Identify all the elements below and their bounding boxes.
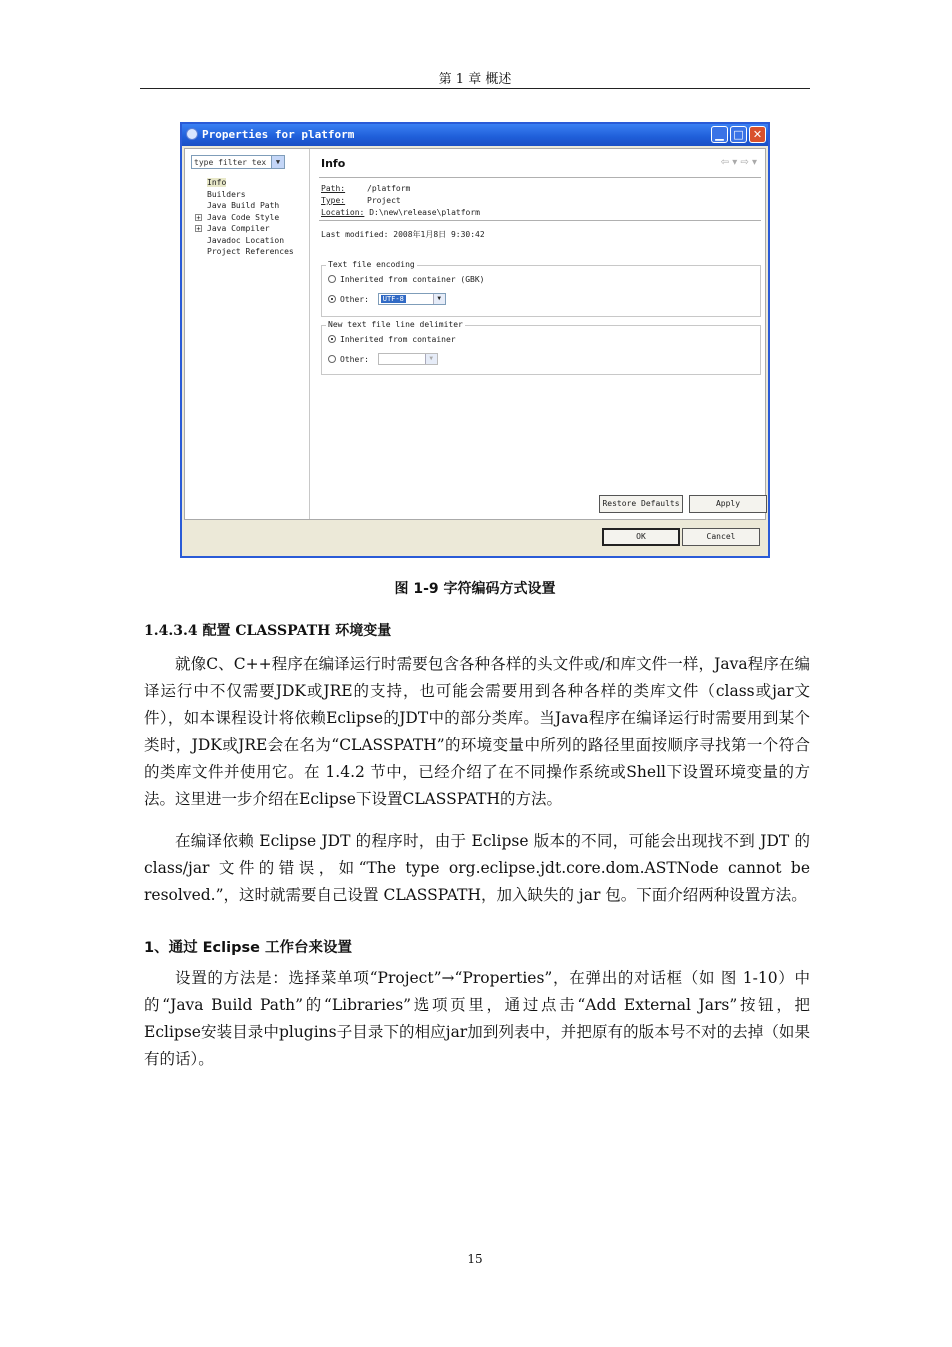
window-maximize-icon[interactable]: □	[730, 126, 747, 143]
encoding-select[interactable]	[378, 293, 446, 305]
type-value: Project	[367, 196, 401, 205]
dialog-titlebar[interactable]	[182, 124, 768, 146]
filter-input[interactable]	[191, 155, 285, 169]
info-separator	[319, 220, 761, 221]
chevron-down-icon[interactable]: ▼	[271, 156, 284, 168]
tree-item-javadoc-location[interactable]: Javadoc Location	[207, 235, 285, 245]
encoding-selected-value: UTF-8	[382, 295, 404, 303]
figure-caption: 图 1-9 字符编码方式设置	[394, 581, 556, 597]
paragraph-1: 就像C、C++程序在编译运行时需要包含各种各样的头文件或/和库文件一样，Java程序在编译运行中不仅需要JDK或JRE的支持，也可能会需要用到各种各样的类库文件（class或jar文件），如本课程设计将依赖Eclipse的JDT中的部分类库。当Java程序在编译运行时需要用到某个类时，JDK或JRE会在名为“CLASSPATH”的环境变量中所列的路径里面按顺序寻找第一个符合的类库文件并使用它。在 1.4.2 节中，已经介绍了在不同操作系统或Shell下设置环境变量的方法。这里进一步介绍在Eclipse下设置CLASSPATH的方法。	[144, 655, 810, 808]
encoding-group	[321, 260, 761, 317]
tree-item-java-code-style[interactable]: + Java Code Style	[196, 212, 280, 222]
delimiter-group	[321, 320, 761, 375]
eclipse-icon	[186, 128, 198, 140]
encoding-other-radio[interactable]: Other: UTF-8 ▼	[328, 293, 446, 305]
window-close-icon[interactable]: ✕	[749, 126, 766, 143]
paragraph-3: 设置的方法是：选择菜单项“Project”→“Properties”，在弹出的对话框（如 图 1-10）中的“Java Build Path”的“Libraries”选项页里，通过点击“Add External Jars”按钮，把Eclipse安装目录中plugins子目录下的相应jar加到列表中，并把原有的版本号不对的去掉（如果有的话）。	[144, 969, 810, 1068]
history-nav	[721, 157, 757, 168]
delimiter-select[interactable]	[378, 353, 438, 365]
tree-item-builders[interactable]: Builders	[207, 189, 246, 199]
page-number: 15	[467, 1252, 483, 1266]
radio-selected-icon[interactable]	[328, 335, 336, 343]
dialog-content	[184, 148, 766, 520]
paragraph-2: 在编译依赖 Eclipse JDT 的程序时，由于 Eclipse 版本的不同，可能会出现找不到 JDT 的 class/jar 文件的错误，如“The type org.eclipse.jdt.core.dom.ASTNode cannot be resolved.”，这时就需要自己设置 CLASSPATH，加入缺失的 jar 包。下面介绍两种设置方法。	[144, 832, 810, 904]
radio-icon[interactable]	[328, 275, 336, 283]
tree-item-project-references[interactable]: Project References	[207, 247, 294, 256]
header-rule	[140, 88, 810, 89]
type-label: Type:	[321, 196, 346, 205]
delimiter-inherited-radio[interactable]: Inherited from container	[328, 335, 456, 344]
modified-info	[321, 229, 485, 241]
category-tree	[193, 177, 294, 258]
delimiter-other-radio[interactable]: Other: ▼	[328, 353, 438, 365]
delimiter-legend: New text file line delimiter	[328, 320, 463, 329]
tree-item-java-compiler[interactable]: + Java Compiler	[196, 224, 270, 233]
dialog-title: Properties for platform	[202, 128, 355, 141]
section-heading: 1.4.3.4 配置 CLASSPATH 环境变量	[144, 623, 392, 639]
encoding-inherited-radio[interactable]: Inherited from container (GBK)	[328, 275, 485, 284]
chevron-down-icon[interactable]: ▼	[425, 354, 437, 364]
resource-info	[321, 183, 480, 219]
expand-icon[interactable]: +	[196, 225, 201, 233]
encoding-legend: Text file encoding	[328, 260, 415, 269]
properties-dialog	[180, 122, 770, 558]
path-label: Path:	[321, 184, 346, 193]
tree-item-info[interactable]: Info	[207, 178, 227, 187]
category-pane	[185, 149, 310, 519]
running-header: 第 1 章 概述	[438, 72, 512, 87]
apply-button[interactable]: Apply	[689, 495, 767, 513]
path-value: /platform	[367, 184, 411, 193]
expand-icon[interactable]: +	[196, 213, 201, 222]
filter-placeholder: type filter tex	[194, 158, 267, 167]
ok-button[interactable]: OK	[602, 528, 680, 546]
chevron-down-icon[interactable]: ▼	[433, 294, 445, 304]
restore-defaults-button[interactable]: Restore Defaults	[599, 495, 683, 513]
forward-arrow-icon[interactable]: ⇨ ▾	[740, 157, 757, 168]
modified-value: 2008年1月8日 9:30:42	[393, 230, 485, 239]
location-label: Location:	[321, 208, 365, 217]
back-arrow-icon[interactable]: ⇦ ▾	[720, 157, 738, 168]
modified-label: Last modified:	[321, 230, 389, 239]
title-separator	[319, 177, 761, 178]
subsection-heading: 1、通过 Eclipse 工作台来设置	[144, 940, 352, 956]
radio-selected-icon[interactable]	[328, 295, 336, 303]
window-minimize-icon[interactable]: ▁	[711, 126, 728, 143]
location-value: D:\new\release\platform	[369, 208, 480, 217]
cancel-button[interactable]: Cancel	[682, 528, 760, 546]
property-page	[311, 149, 765, 519]
radio-icon[interactable]	[328, 355, 336, 363]
tree-item-java-build-path[interactable]: Java Build Path	[207, 201, 280, 210]
page-title: Info	[321, 157, 346, 170]
